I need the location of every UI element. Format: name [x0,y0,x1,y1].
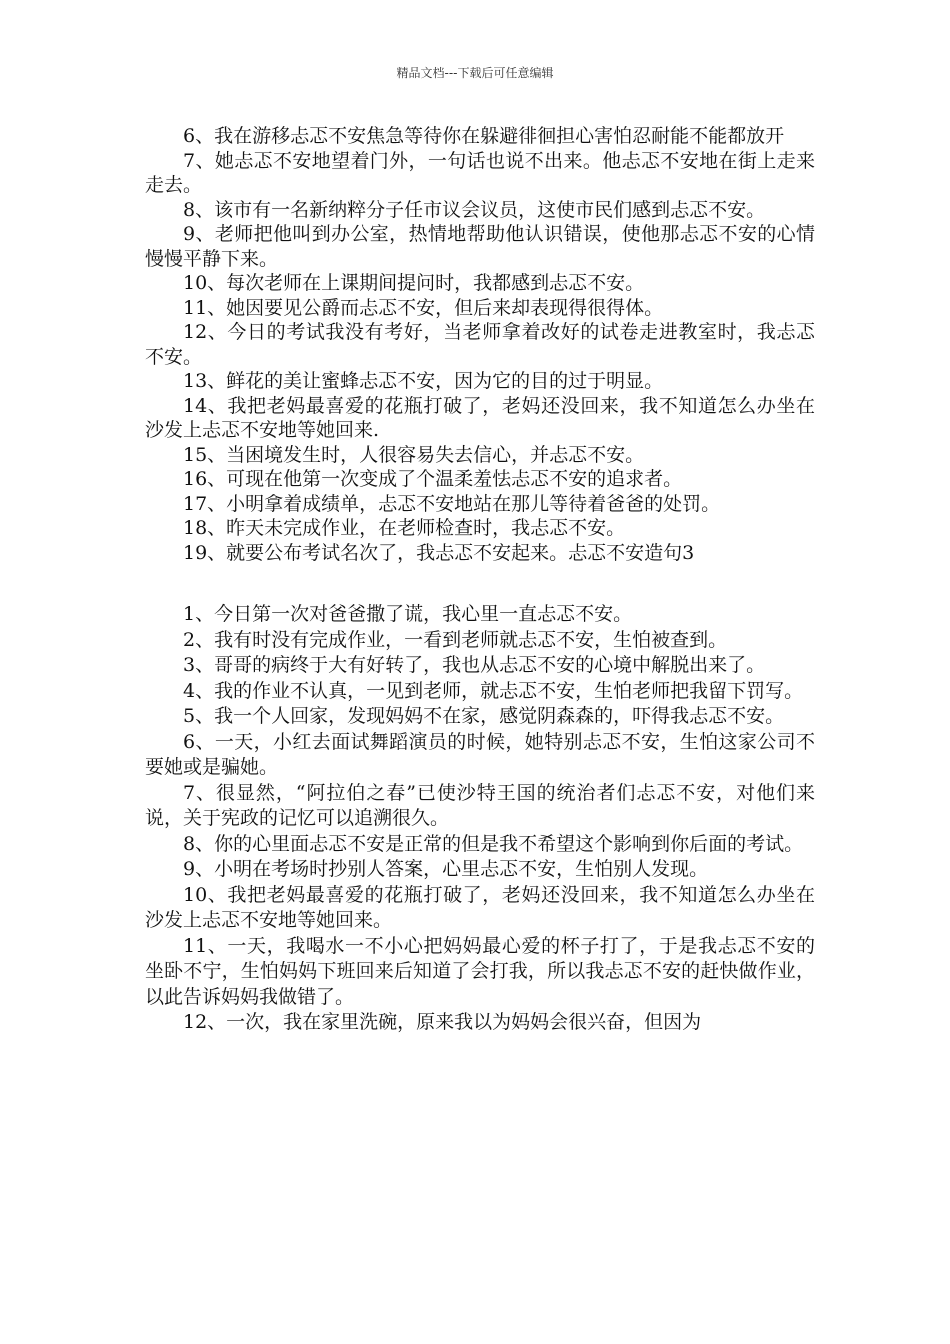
sentence-item: 7、很显然，“阿拉伯之春”已使沙特王国的统治者们忐忑不安，对他们来说，关于宪政的记忆可以追溯很久。 [145,781,815,829]
sentence-item: 7、她忐忑不安地望着门外，一句话也说不出来。他忐忑不安地在街上走来走去。 [145,149,815,196]
sentence-item: 18、昨天未完成作业，在老师检查时，我忐忑不安。 [183,517,626,539]
sentence-item: 19、就要公布考试名次了，我忐忑不安起来。忐忑不安造句3 [183,541,695,564]
sentence-item: 8、你的心里面忐忑不安是正常的但是我不希望这个影响到你后面的考试。 [183,832,804,855]
sentence-item: 11、一天，我喝水一不小心把妈妈最心爱的杯子打了，于是我忐忑不安的坐卧不宁，生怕妈妈下班回来后知道了会打我，所以我忐忑不安的赶快做作业，以此告诉妈妈我做错了。 [145,934,815,1008]
sentence-item: 13、鲜花的美让蜜蜂忐忑不安，因为它的目的过于明显。 [183,370,664,392]
sentence-item: 4、我的作业不认真，一见到老师，就忐忑不安，生怕老师把我留下罚写。 [183,679,804,702]
sentence-list-1 [145,124,815,565]
sentence-item: 11、她因要见公爵而忐忑不安，但后来却表现得很得体。 [183,296,664,319]
sentence-item: 16、可现在他第一次变成了个温柔羞怯忐忑不安的追求者。 [183,468,683,490]
sentence-item: 12、一次，我在家里洗碗，原来我以为妈妈会很兴奋，但因为 [183,1011,702,1033]
sentence-item: 10、每次老师在上课期间提问时，我都感到忐忑不安。 [183,272,645,294]
sentence-list-2 [145,602,815,1036]
sentence-item: 6、一天，小红去面试舞蹈演员的时候，她特别忐忑不安，生怕这家公司不要她或是骗她。 [145,730,815,778]
sentence-item: 14、我把老妈最喜爱的花瓶打破了，老妈还没回来，我不知道怎么办坐在沙发上忐忑不安地等她回来. [145,394,815,441]
sentence-item: 17、小明拿着成绩单，忐忑不安地站在那儿等待着爸爸的处罚。 [183,492,721,515]
sentence-item: 5、我一个人回家，发现妈妈不在家，感觉阴森森的，吓得我忐忑不安。 [183,705,785,727]
sentence-item: 1、今日第一次对爸爸撒了谎，我心里一直忐忑不安。 [183,603,633,625]
sentence-item: 6、我在游移忐忑不安焦急等待你在躲避徘徊担心害怕忍耐能不能都放开 [183,125,785,147]
sentence-item: 10、我把老妈最喜爱的花瓶打破了，老妈还没回来，我不知道怎么办坐在沙发上忐忑不安地等她回来。 [145,883,815,931]
sentence-item: 3、哥哥的病终于大有好转了，我也从忐忑不安的心境中解脱出来了。 [183,654,766,676]
page-header: 精品文档---下载后可任意编辑 [396,66,554,80]
document-body [145,124,815,1036]
sentence-item: 9、小明在考场时抄别人答案，心里忐忑不安，生怕别人发现。 [183,858,709,880]
sentence-item: 9、老师把他叫到办公室，热情地帮助他认识错误，使他那忐忑不安的心情慢慢平静下来。 [145,223,815,270]
section-spacer [145,565,815,602]
sentence-item: 15、当困境发生时，人很容易失去信心，并忐忑不安。 [183,443,645,466]
sentence-item: 8、该市有一名新纳粹分子任市议会议员，这使市民们感到忐忑不安。 [183,198,766,221]
sentence-item: 2、我有时没有完成作业，一看到老师就忐忑不安，生怕被查到。 [183,628,728,651]
sentence-item: 12、今日的考试我没有考好，当老师拿着改好的试卷走进教室时，我忐忑不安。 [145,321,815,368]
